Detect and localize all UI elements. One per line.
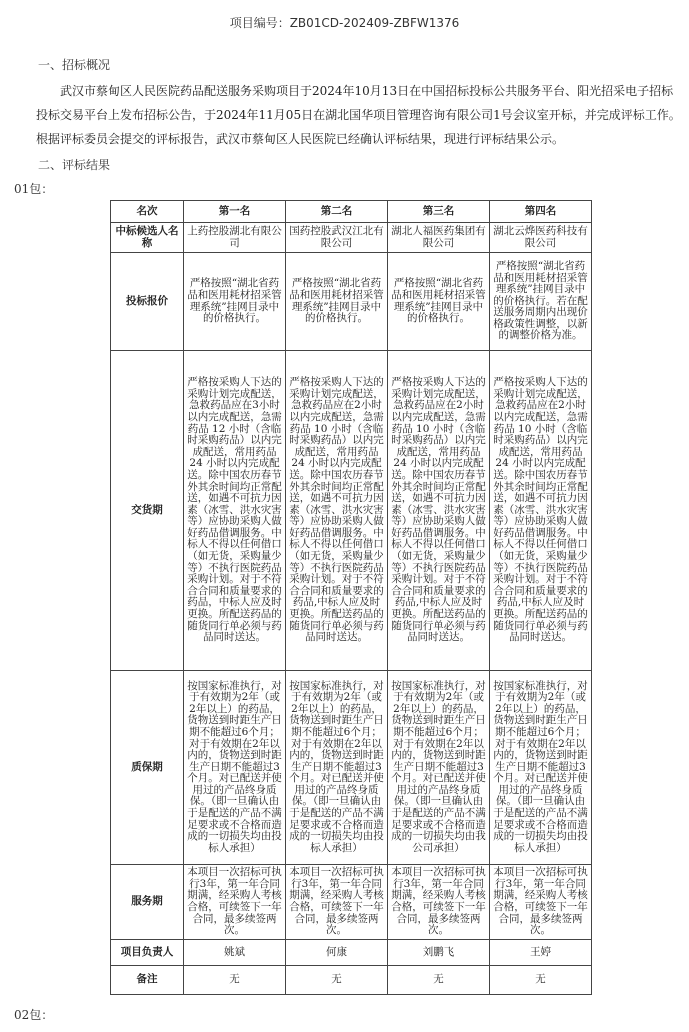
package-02-label: 02包： bbox=[14, 1008, 54, 1022]
service-row-label: 服务期 bbox=[111, 865, 184, 940]
quality-row bbox=[111, 671, 592, 865]
candidate-2: 国药控股武汉江北有限公司 bbox=[286, 223, 388, 253]
manager-row bbox=[111, 940, 592, 966]
service-4: 本项目一次招标可执行3年，第一年合同期满，经采购人考核合格，可续签下一年合同，最多续签两次。 bbox=[490, 865, 592, 940]
section-title-results: 二、评标结果 bbox=[38, 158, 111, 172]
rank-4-header: 第四名 bbox=[490, 201, 592, 223]
candidate-row bbox=[111, 223, 592, 253]
candidate-4: 湖北云烨医药科技有限公司 bbox=[490, 223, 592, 253]
overview-paragraph: 武汉市蔡甸区人民医院药品配送服务采购项目于2024年10月13日在中国招标投标公共服务平台、阳光招采电子招标投标交易平台上发布招标公告，于2024年11月05日在湖北国华项目管理咨询有限公司1号会议室开标，并完成评标工作。根据评标委员会提交的评标报告，武汉市蔡甸区人民医院已经确认评标结果，现进行评标结果公示。 bbox=[36, 84, 681, 146]
package-01-label: 01包： bbox=[14, 182, 54, 196]
remark-row bbox=[111, 966, 592, 995]
project-number: 项目编号：ZB01CD-202409-ZBFW1376 bbox=[229, 16, 460, 30]
price-row bbox=[111, 253, 592, 351]
section-title-overview: 一、招标概况 bbox=[38, 58, 111, 72]
remark-4: 无 bbox=[490, 966, 592, 995]
service-row bbox=[111, 865, 592, 940]
price-row-label: 投标报价 bbox=[111, 253, 184, 351]
manager-row-label: 项目负责人 bbox=[111, 940, 184, 966]
quality-4: 按国家标准执行，对于有效期为2年（或2年以上）的药品，货物送到时距生产日期不能超过6个月；对于有效期在2年以内的，货物送到时距生产日期不能超过3个月。对已配送并使用过的产品终身质保。（即一旦确认由于是配送的产品不满足要求或不合格而造成的一切损失均由投标人承担） bbox=[490, 671, 592, 865]
manager-3: 刘鹏飞 bbox=[388, 940, 490, 966]
delivery-2: 严格按采购人下达的采购计划完成配送，急救药品应在2小时以内完成配送，急需药品 10 小时（含临时采购药品）以内完成配送，常用药品 24 小时以内完成配送。除中国农历春节外其余时间均正常配送，如遇不可抗力因素（冰雪、洪水灾害等）应协助采购人做好药品借调服务。中标人不得以任何借口（如无货，采购量少等）不执行医院药品采购计划。对于不符合合同和质量要求的药品,中标人应及时更换。所配送药品的随货同行单必须与药品同时送达。 bbox=[286, 351, 388, 671]
rank-1-header: 第一名 bbox=[184, 201, 286, 223]
service-2: 本项目一次招标可执行3年，第一年合同期满，经采购人考核合格，可续签下一年合同，最多续签两次。 bbox=[286, 865, 388, 940]
remark-2: 无 bbox=[286, 966, 388, 995]
rank-2-header: 第二名 bbox=[286, 201, 388, 223]
remark-1: 无 bbox=[184, 966, 286, 995]
delivery-4: 严格按采购人下达的采购计划完成配送，急救药品应在2小时以内完成配送，急需药品 10 小时（含临时采购药品）以内完成配送，常用药品 24 小时以内完成配送。除中国农历春节外其余时间均正常配送，如遇不可抗力因素（冰雪、洪水灾害等）应协助采购人做好药品借调服务。中标人不得以任何借口（如无货，采购量少等）不执行医院药品采购计划。对于不符合合同和质量要求的药品,中标人应及时更换。所配送药品的随货同行单必须与药品同时送达。 bbox=[490, 351, 592, 671]
manager-4: 王婷 bbox=[490, 940, 592, 966]
delivery-row-label: 交货期 bbox=[111, 351, 184, 671]
price-1: 严格按照“湖北省药品和医用耗材招采管理系统”挂网目录中的价格执行。 bbox=[184, 253, 286, 351]
price-4: 严格按照“湖北省药品和医用耗材招采管理系统”挂网目录中的价格执行。若在配送服务周期内出现价格政策性调整，以新的调整价格为准。 bbox=[490, 253, 592, 351]
service-3: 本项目一次招标可执行3年，第一年合同期满，经采购人考核合格，可续签下一年合同，最多续签两次。 bbox=[388, 865, 490, 940]
manager-2: 何康 bbox=[286, 940, 388, 966]
candidate-1: 上药控股湖北有限公司 bbox=[184, 223, 286, 253]
delivery-row bbox=[111, 351, 592, 671]
price-2: 严格按照“湖北省药品和医用耗材招采管理系统”挂网目录中的价格执行。 bbox=[286, 253, 388, 351]
remark-row-label: 备注 bbox=[111, 966, 184, 995]
quality-row-label: 质保期 bbox=[111, 671, 184, 865]
rank-3-header: 第三名 bbox=[388, 201, 490, 223]
manager-1: 姚斌 bbox=[184, 940, 286, 966]
quality-1: 按国家标准执行，对于有效期为2年（或2年以上）的药品，货物送到时距生产日期不能超过6个月；对于有效期在2年以内的，货物送到时距生产日期不能超过3个月。对已配送并使用过的产品终身质保。（即一旦确认由于是配送的产品不满足要求或不合格而造成的一切损失均由投标人承担） bbox=[184, 671, 286, 865]
quality-2: 按国家标准执行，对于有效期为2年（或2年以上）的药品，货物送到时距生产日期不能超过6个月；对于有效期在2年以内的，货物送到时距生产日期不能超过3个月。对已配送并使用过的产品终身质保。（即一旦确认由于是配送的产品不满足要求或不合格而造成的一切损失均由投标人承担） bbox=[286, 671, 388, 865]
price-3: 严格按照“湖北省药品和医用耗材招采管理系统”挂网目录中的价格执行。 bbox=[388, 253, 490, 351]
service-1: 本项目一次招标可执行3年，第一年合同期满，经采购人考核合格，可续签下一年合同，最多续签两次。 bbox=[184, 865, 286, 940]
delivery-3: 严格按采购人下达的采购计划完成配送，急救药品应在2小时以内完成配送，急需药品 10 小时（含临时采购药品）以内完成配送，常用药品 24 小时以内完成配送。除中国农历春节外其余时间均正常配送，如遇不可抗力因素（冰雪、洪水灾害等）应协助采购人做好药品借调服务。中标人不得以任何借口（如无货，采购量少等）不执行医院药品采购计划。对于不符合合同和质量要求的药品,中标人应及时更换。所配送药品的随货同行单必须与药品同时送达。 bbox=[388, 351, 490, 671]
quality-3: 按国家标准执行，对于有效期为2年（或2年以上）的药品，货物送到时距生产日期不能超过6个月；对于有效期在2年以内的，货物送到时距生产日期不能超过3个月。对已配送并使用过的产品终身质保。（即一旦确认由于是配送的产品不满足要求或不合格而造成的一切损失均由我公司承担） bbox=[388, 671, 490, 865]
remark-3: 无 bbox=[388, 966, 490, 995]
results-table bbox=[110, 200, 592, 995]
rank-header-row bbox=[111, 201, 592, 223]
delivery-1: 严格按采购人下达的采购计划完成配送，急救药品应在3小时以内完成配送，急需药品 12 小时（含临时采购药品）以内完成配送，常用药品 24 小时以内完成配送。除中国农历春节外其余时间均正常配送，如遇不可抗力因素（冰雪、洪水灾害等）应协助采购人做好药品借调服务。中标人不得以任何借口（如无货，采购量少等）不执行医院药品采购计划。对于不符合合同和质量要求的药品，中标人应及时更换。所配送药品的随货同行单必须与药品同时送达。 bbox=[184, 351, 286, 671]
candidate-row-label: 中标候选人名称 bbox=[111, 223, 184, 253]
rank-column-header: 名次 bbox=[111, 201, 184, 223]
candidate-3: 湖北人福医药集团有限公司 bbox=[388, 223, 490, 253]
